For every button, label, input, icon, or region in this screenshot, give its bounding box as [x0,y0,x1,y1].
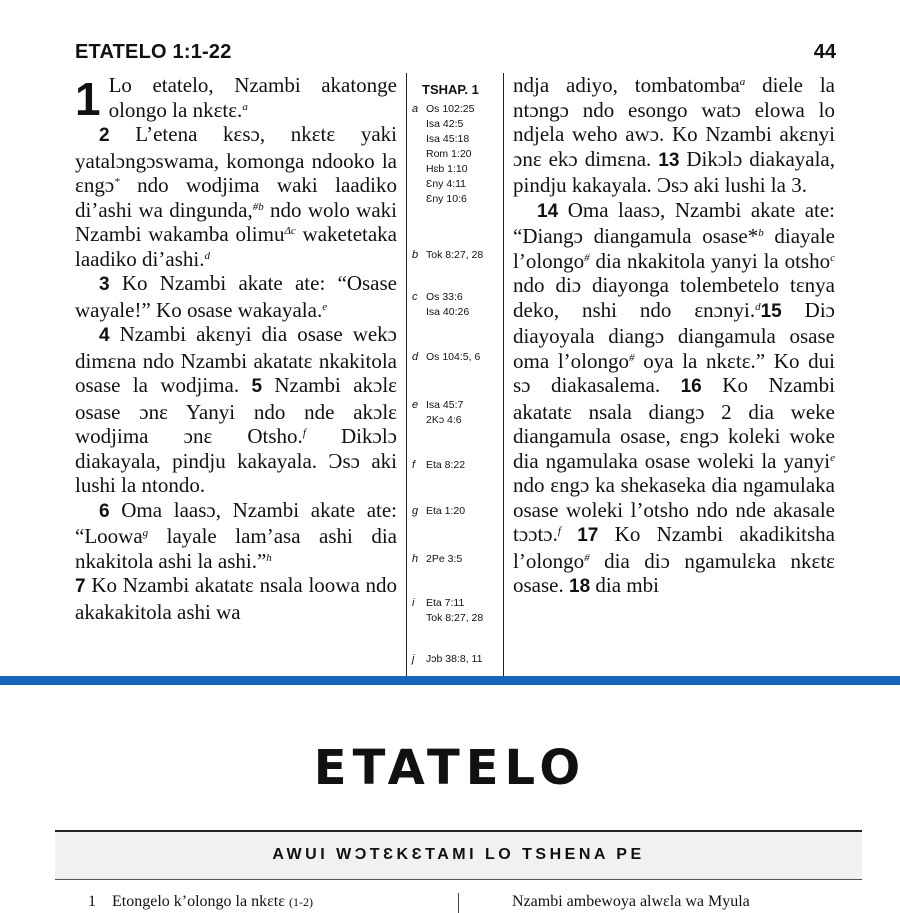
footnote-marker[interactable]: # [629,351,635,364]
footnote-marker[interactable]: c [830,251,835,264]
cross-reference-letter: g [412,505,419,517]
verse-4: 4 Nzambi akɛnyi dia osase wekɔ dimɛna ndo Nzambi akatatɛ nkakitola osase la wodjima. 5 Nzambi akɔlɛ osase ɔnɛ Yanyi ndo nde akɔlɛ wodjima ɔnɛ Otsho.$^f$ Dikɔlɔ diakayala, pindju kakayala. Ɔsɔ aki lushi la ntondo. [75,322,398,497]
verse-number: 2 [99,125,110,146]
verse-number: 4 [99,325,110,346]
verse-number: 15 [760,300,782,322]
text-column-left [75,73,397,624]
cross-reference-text: Eta 1:20 [426,505,466,517]
running-head: ETATELO 1:1-22 [75,41,232,63]
cross-reference-letter: d [412,351,419,363]
footnote-marker[interactable]: g [142,527,149,539]
cross-reference-text: Jɔb 38:8, 11 [426,653,483,665]
cross-reference-letter: e [412,399,419,411]
cross-reference-text: Isa 45:7 2Kɔ 4:6 [426,399,464,426]
verse-14: 14 Oma laasɔ, Nzambi akate ate: “Diangɔ diangamula osase*$^b$ diayale l’olongo# dia nkakitola yanyi la otsho$^c$ ndo diɔ diayonga tolembetelo tɛnya deko, nshi ndo ɛnɔnyi.$^d$15 Diɔ diayoyala diangɔ diangamula osase oma l’olongo# oya la nkɛtɛ.” Ko dui sɔ diakasalema. 16 Ko Nzambi akatatɛ nsala diangɔ 2 dia weke diangamula osase, ɛngɔ koleki woke dia ngamulaka osase woleki la yanyi$^e$ ndo ɛngɔ ka shekaseka dia ngamulaka osase woleki l’otsho ndo nde akasale tɔɔtɔ.$^f$ 17 Ko Nzambi akadikitsha l’olongo# dia diɔ ngamulɛka nkɛtɛ osase. 18 dia mbi [513,197,835,597]
cross-reference-text: Eta 8:22 [426,459,466,471]
footnote-marker[interactable]: a [739,76,746,88]
verse-number: 5 [251,376,263,397]
footnote-marker[interactable]: * [114,176,120,188]
verse-number: 18 [569,576,591,597]
column-rule-right [503,73,504,676]
verse-1: 1 Lo etatelo, Nzambi akatonge olongo la nkɛtɛ.$^a$ [75,73,397,125]
cross-reference-text: Os 33:6 Isa 40:26 [426,291,470,318]
cross-reference-text: Tok 8:27, 28 [426,249,484,261]
cross-reference-text: Os 104:5, 6 [426,351,481,363]
cross-reference-letter: i [412,597,415,609]
cross-reference-text: Eta 7:11 Tok 8:27, 28 [426,597,484,624]
footnote-marker[interactable]: # [584,251,590,264]
footnote-marker[interactable]: e [322,300,328,313]
cross-reference-letter: j [412,653,415,665]
footnote-marker[interactable]: #b [252,200,264,213]
cross-reference-letter: f [412,459,416,471]
text-column-right [513,73,835,600]
verse-6: 6 Oma laasɔ, Nzambi akate ate: “Loowa$^g$ layale lam’asa ashi dia nkakitola ashi la ashi.”$^h$ [75,497,398,573]
verse-number: 13 [658,149,680,171]
verse-3: 3 Ko Nzambi akate ate: “Osase wayale!” Ko osase wakayala.$^e$ [75,271,397,322]
footnote-marker[interactable]: h [266,551,272,564]
footnote-marker[interactable]: d [755,300,761,313]
footnote-marker[interactable]: e [830,451,835,464]
column-rule-left [406,73,407,676]
footnote-marker[interactable]: a [242,100,248,113]
cross-reference-letter: c [412,291,418,303]
verse-number: 3 [99,274,110,295]
footnote-marker[interactable]: Δc [284,225,296,237]
contents-header-band [55,832,862,879]
footnote-marker[interactable]: f [302,427,306,439]
verse-2: 2 L’etena kɛsɔ, nkɛtɛ yaki yatalɔngɔswama, komonga ndooko la ɛngɔ* ndo wodjima waki laadiko di’ashi wa dingunda,$^{\#b}$ ndo wolo waki Nzambi wakamba olimu$^{\Delta c}$ waketetaka laadiko di’ashi.$^d$ [75,122,397,271]
cross-reference-text: Os 102:25 Isa 42:5 Isa 45:18 Rom 1:20 Hɛb 1:10 Ɛny 4:11 Ɛny 10:6 [426,103,475,205]
footnote-marker[interactable]: # [584,551,590,564]
page-number: 44 [813,41,836,63]
cross-reference-text: 2Pe 3:5 [426,553,463,565]
verse-number: 17 [577,525,599,546]
verse-12-continued: ndja adiyo, tombatomba$^a$ diele la ntɔngɔ ndo esongo watɔ elowa lo ndjela weho awɔ. Ko Nzambi akɛnyi ɔnɛ ekɔ dimɛna. 13 Dikɔlɔ diakayala, pindju kakayala. Ɔsɔ aki lushi la 3. [513,73,836,197]
chapter-number: 1 [75,73,101,125]
toc-entry-1[interactable]: 1 Etongelo k’olongo la nkɛtɛ (1-2) [88,893,313,910]
verse-number: 6 [99,500,110,522]
cross-reference-letter: a [412,103,419,115]
footnote-marker[interactable]: f [557,525,561,537]
cross-reference-letter: h [412,553,419,565]
toc-entry-continued[interactable]: Nzambi ambewoya alwɛla wa Myula [512,893,750,910]
verse-number: 7 [75,576,86,597]
footnote-marker[interactable]: b [758,227,764,239]
verse-7: 7 Ko Nzambi akatatɛ nsala loowa ndo akakakitola ashi wa [75,573,398,624]
cross-reference-letter: b [412,249,419,261]
footnote-marker[interactable]: d [204,249,210,262]
contents-heading: AWUI WƆTƐKƐTAMI LO TSHENA PE [272,846,645,863]
accent-bar [0,676,900,685]
verse-number: 16 [680,376,702,397]
book-title: ETATELO [313,740,587,796]
contents-column-divider [458,893,459,913]
contents-rule [55,879,862,880]
verse-number: 14 [537,200,559,222]
cross-references-heading: TSHAP. 1 [422,82,479,97]
